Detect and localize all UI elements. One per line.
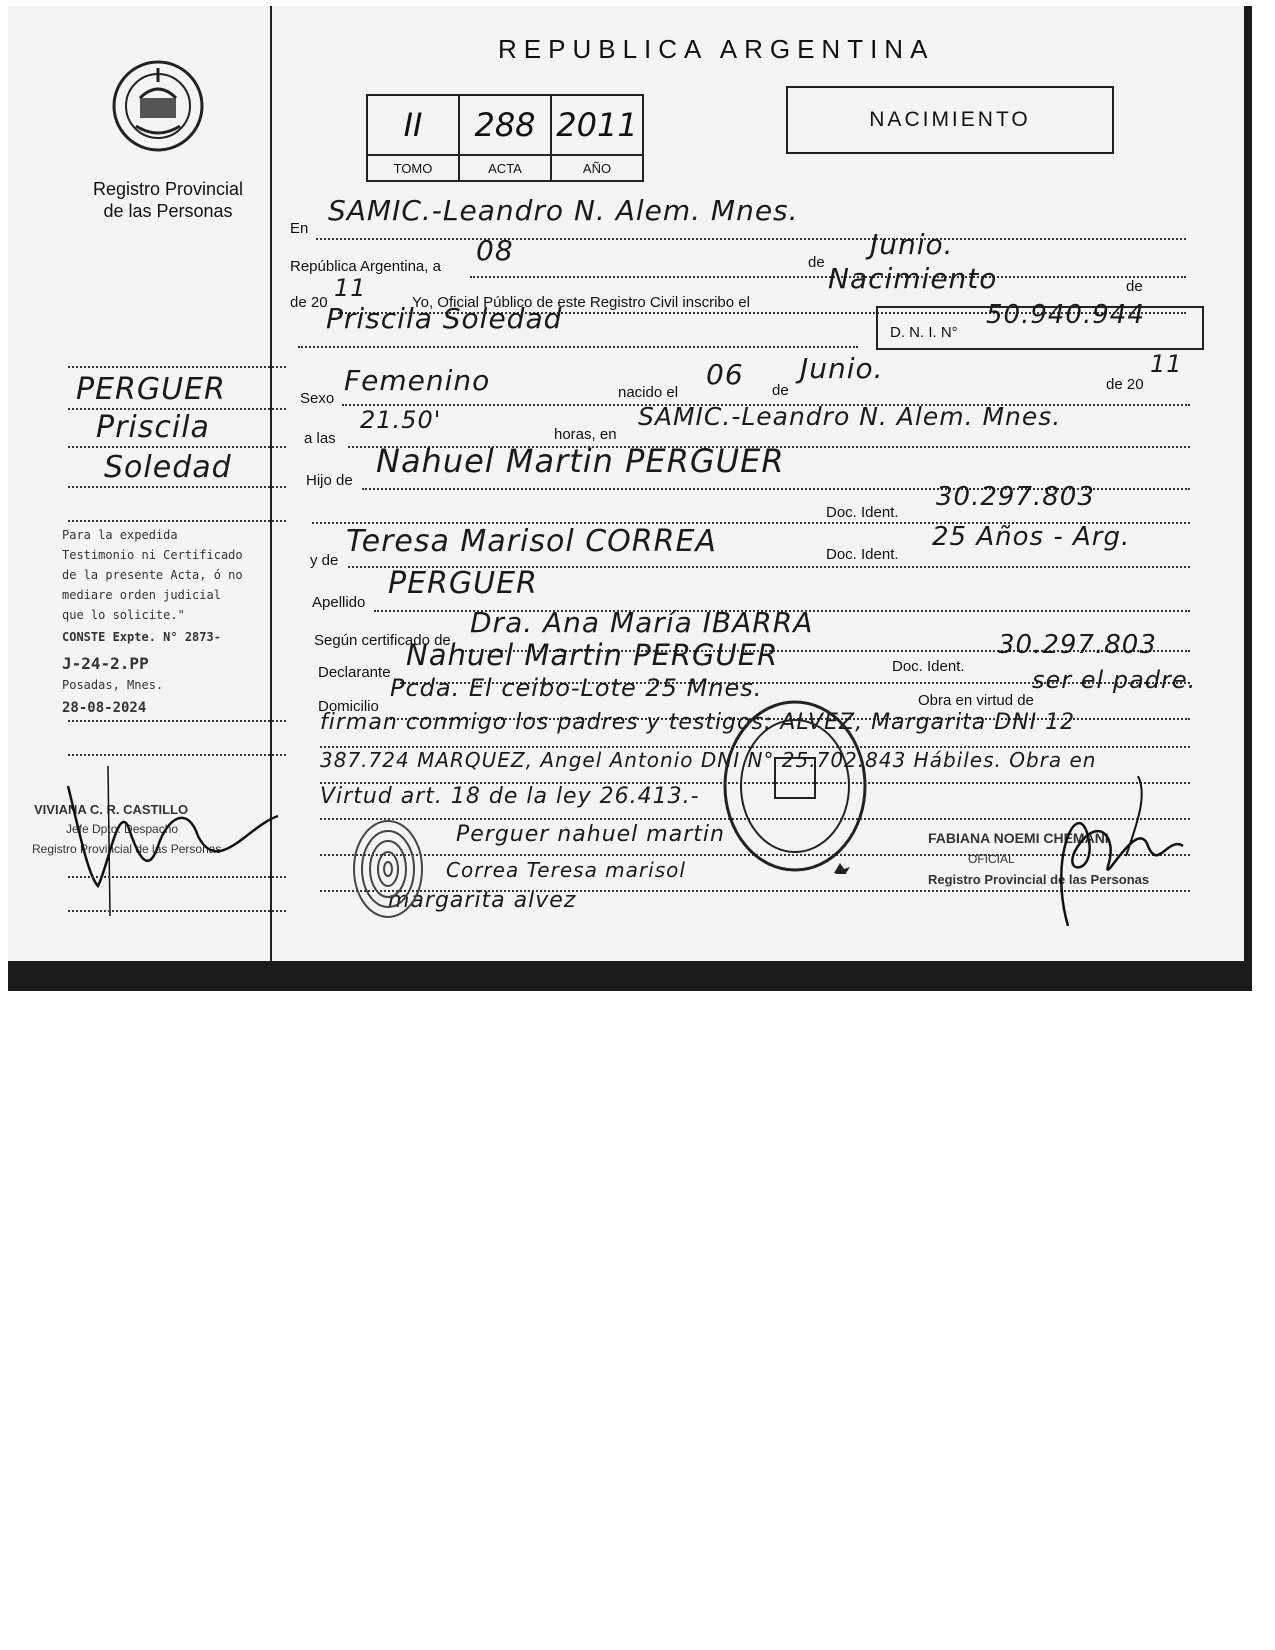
label-horas-en: horas, en (554, 426, 617, 443)
margin-line-3 (68, 486, 286, 488)
obra-value: ser el padre. (1032, 666, 1197, 694)
fingerprint-icon (348, 814, 428, 924)
margin-line-top (68, 366, 286, 368)
label-de-2: de (1126, 278, 1143, 295)
notes-line-1: firman conmigo los padres y testigos: ALVEZ, Margarita DNI 12 (320, 710, 1076, 735)
birth-day-value: 06 (706, 358, 744, 391)
label-doc-ident-3: Doc. Ident. (892, 658, 965, 675)
act-type-box: NACIMIENTO (786, 86, 1114, 154)
birth-certificate (8, 6, 1244, 961)
notes-line-3: Virtud art. 18 de la ley 26.413.- (320, 784, 700, 809)
margin-official-title: Jefe Dpto. Despacho (66, 822, 179, 836)
year-suffix-value: 11 (334, 274, 367, 302)
month-value: Junio. (870, 228, 954, 261)
sex-value: Femenino (344, 364, 491, 397)
margin-line-8 (68, 910, 286, 912)
address-value: Pcda. El ceibo-Lote 25 Mnes. (390, 674, 763, 702)
line-name (298, 346, 858, 348)
hour-value: 21.50' (360, 406, 442, 434)
label-dni: D. N. I. N° (890, 324, 958, 341)
notes-line-2: 387.724 MARQUEZ, Angel Antonio DNI N° 25.702.843 Hábiles. Obra en (320, 748, 1097, 772)
margin-official-name: VIVIANA C. R. CASTILLO (34, 802, 189, 817)
label-apellido: Apellido (312, 594, 366, 611)
signature-mother: Correa Teresa marisol (446, 858, 686, 882)
signature-father: Perguer nahuel martin (456, 822, 725, 847)
dni-value: 50.940.944 (986, 300, 1145, 330)
birth-place-value: SAMIC.-Leandro N. Alem. Mnes. (638, 402, 1062, 431)
document-scan (8, 6, 1252, 991)
label-segun: Según certificado de (314, 632, 451, 649)
given-names-value: Priscila Soledad (326, 302, 563, 335)
margin-signature (48, 766, 288, 916)
declarant-value: Nahuel Martin PERGUER (406, 638, 779, 672)
margin-official-org: Registro Provincial de las Personas (32, 842, 222, 856)
label-doc-ident-2: Doc. Ident. (826, 546, 899, 563)
acta-reference-table (366, 94, 644, 182)
label-declarante: Declarante (318, 664, 391, 681)
officer-title: OFICIAL (968, 852, 1015, 866)
margin-place: Posadas, Mnes. (62, 678, 164, 692)
declarant-doc-value: 30.297.803 (998, 630, 1157, 660)
province-seal-icon (110, 58, 206, 154)
label-en: En (290, 220, 309, 237)
birth-year-value: 11 (1150, 350, 1183, 378)
label-sexo: Sexo (300, 390, 335, 407)
margin-name-2: Soledad (104, 450, 232, 485)
margin-name-1: Priscila (96, 410, 210, 445)
father-doc-value: 30.297.803 (936, 482, 1095, 512)
label-de20: de 20 (290, 294, 328, 311)
label-obra: Obra en virtud de (918, 692, 1034, 709)
signature-witness: margarita alvez (388, 888, 577, 913)
officer-org: Registro Provincial de las Personas (928, 872, 1150, 887)
mother-name-value: Teresa Marisol CORREA (346, 524, 717, 559)
mother-doc-value: 25 Años - Arg. (932, 522, 1131, 552)
tomo-label: TOMO (367, 155, 459, 181)
label-hijo-de: Hijo de (306, 472, 353, 489)
label-domicilio: Domicilio (318, 698, 379, 715)
surname-value: PERGUER (388, 566, 538, 601)
margin-line-5 (68, 720, 286, 722)
margin-surname: PERGUER (76, 372, 226, 407)
country-title: REPUBLICA ARGENTINA (498, 34, 935, 64)
label-de: de (808, 254, 825, 271)
label-republica: República Argentina, a (290, 258, 441, 275)
birth-month-value: Junio. (800, 352, 884, 385)
place-value: SAMIC.-Leandro N. Alem. Mnes. (328, 194, 799, 227)
tomo-value: II (367, 95, 459, 155)
margin-expte: CONSTE Expte. N° 2873- (62, 630, 221, 644)
officer-signature (1008, 776, 1188, 936)
label-yo-oficial: Yo, Oficial Público de este Registro Civil inscribo el (412, 294, 750, 311)
officer-name: FABIANA NOEMI CHEMANI (928, 830, 1109, 846)
margin-line-4 (68, 520, 286, 522)
margin-date: 28-08-2024 (62, 700, 147, 716)
margin-line-2 (68, 446, 286, 448)
line-en (316, 238, 1186, 240)
label-doc-ident: Doc. Ident. (826, 504, 899, 521)
margin-note-4: mediare orden judicial (62, 588, 221, 602)
margin-expte-2: J-24-2.PP (62, 654, 149, 673)
label-nacido-el: nacido el (618, 384, 679, 401)
anio-value: 2011 (551, 95, 643, 155)
label-de20-b: de 20 (1106, 376, 1144, 393)
label-a-las: a las (304, 430, 336, 447)
margin-note-2: Testimonio ni Certificado (62, 548, 243, 562)
anio-label: AÑO (551, 155, 643, 181)
margin-line-7 (68, 876, 286, 878)
margin-note-1: Para la expedida (62, 528, 178, 542)
label-de-3: de (772, 382, 789, 399)
margin-note-5: que lo solicite." (62, 608, 185, 622)
margin-note-3: de la presente Acta, ó no (62, 568, 243, 582)
acta-value: 288 (459, 95, 551, 155)
official-stamp-icon (720, 698, 870, 874)
day-value: 08 (476, 234, 514, 267)
event-type-value: Nacimiento (828, 262, 998, 295)
label-y-de: y de (310, 552, 339, 569)
father-name-value: Nahuel Martin PERGUER (376, 442, 785, 480)
certificate-doctor-value: Dra. Ana María IBARRA (470, 606, 814, 639)
margin-line-6 (68, 754, 286, 756)
acta-label: ACTA (459, 155, 551, 181)
registry-name: Registro Provincial de las Personas (92, 179, 244, 221)
